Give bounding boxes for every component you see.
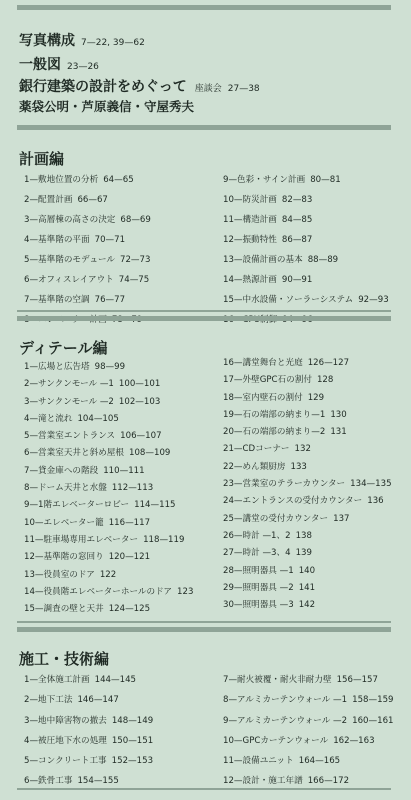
toc-entry-label: 6—営業室天井と斜め屋根 [24, 448, 124, 459]
toc-entry-label: 9—色彩・サイン計画 [223, 175, 306, 185]
toc-entry-pages: 162—163 [333, 735, 375, 746]
toc-entry-label: 1—広場と広告塔 [24, 362, 90, 372]
toc-entry-label: 16—講堂舞台と光庭 [223, 358, 303, 368]
toc-entry-pages: 166—172 [307, 776, 350, 787]
toc-entry [223, 290, 389, 310]
discussion-pages: 27—38 [227, 84, 260, 94]
toc-entry-label: 2—サンクンモール —1 [24, 379, 114, 390]
toc-entry-pages: 139 [295, 548, 312, 559]
header-participants [19, 97, 194, 115]
toc-entry [24, 670, 153, 690]
toc-entry [223, 210, 389, 230]
toc-entry [223, 493, 392, 510]
toc-entry-pages: 158—159 [352, 695, 394, 706]
toc-entry-pages: 108—109 [129, 448, 171, 459]
toc-entry [24, 359, 193, 376]
toc-entry [223, 230, 389, 250]
toc-entry [24, 690, 153, 710]
toc-entry-label: 3—地中障害物の撤去 [24, 715, 107, 726]
toc-entry-label: 24—エントランスの受付カウンター [223, 496, 363, 507]
detail-left-column [24, 359, 193, 618]
toc-entry-pages: 116—117 [108, 517, 151, 528]
toc-entry-label: 11—設備ユニット [223, 756, 294, 767]
toc-entry [24, 584, 193, 601]
toc-entry-pages: 98—99 [94, 362, 126, 372]
toc-entry [223, 390, 392, 407]
toc-entry [223, 476, 392, 493]
toc-entry [24, 190, 151, 210]
toc-entry [24, 711, 153, 731]
toc-entry-label: 2—地下工法 [24, 695, 73, 706]
toc-entry [223, 563, 392, 580]
toc-entry [223, 751, 394, 771]
toc-entry-label: 14—役員階エレベーターホールのドア [24, 586, 173, 597]
toc-entry [24, 731, 153, 751]
toc-entry-label: 14—熱源計画 [223, 275, 277, 285]
toc-entry-label: 4—滝と流れ [24, 413, 73, 424]
toc-entry [223, 407, 392, 424]
toc-entry [223, 372, 392, 389]
toc-entry-label: 4—被圧地下水の処理 [24, 735, 107, 746]
toc-entry-pages: 131 [330, 427, 347, 438]
toc-entry-label: 28—照明器具 —1 [223, 565, 294, 576]
participants: 薬袋公明・芦原義信・守屋秀夫 [19, 99, 195, 114]
toc-entry [24, 428, 193, 445]
toc-entry-pages: 146—147 [77, 695, 119, 706]
toc-entry [223, 670, 394, 690]
toc-entry-pages: 106—107 [120, 431, 162, 442]
detail-right-column [223, 355, 392, 614]
toc-entry [223, 711, 394, 731]
toc-entry [24, 394, 193, 411]
header-photo-section [19, 30, 145, 50]
toc-entry-label: 19—石の端部の納まり—1 [223, 409, 326, 420]
toc-entry-label: 13—役員室のドア [24, 569, 95, 580]
toc-entry-label: 8—アルミカーテンウォール —1 [223, 695, 348, 706]
header-discussion [19, 76, 260, 96]
toc-entry-label: 3—高層棟の高さの決定 [24, 215, 116, 225]
toc-entry-pages: 68—69 [120, 215, 151, 225]
toc-entry-pages: 142 [298, 600, 316, 611]
toc-entry-label: 12—振動特性 [223, 235, 277, 245]
toc-entry-label: 10—エレベーター籠 [24, 517, 104, 528]
toc-entry [24, 411, 193, 428]
toc-entry-label: 22—めん類厨房 [223, 461, 286, 472]
toc-entry-label: 15—中水設備・ソーラーシステム [223, 295, 354, 305]
bottom-rule [17, 788, 391, 790]
toc-entry [24, 751, 153, 771]
toc-entry-label: 17—外壁GPC石の割付 [223, 375, 312, 386]
toc-entry [223, 597, 392, 614]
toc-entry [223, 731, 394, 751]
toc-entry-label: 2—配置計画 [24, 195, 73, 205]
toc-entry-label: 10—防災計画 [223, 195, 277, 205]
toc-entry-label: 6—鉄骨工事 [24, 776, 73, 787]
toc-entry-pages: 110—111 [103, 465, 145, 476]
toc-entry-label: 3—サンクンモール —2 [24, 396, 114, 407]
toc-entry-label: 18—室内壁石の割付 [223, 392, 303, 403]
discussion-sub: 座談会 [194, 84, 222, 94]
toc-entry-pages: 104—105 [77, 413, 119, 424]
construction-right-column [223, 670, 394, 792]
toc-entry [24, 270, 151, 290]
toc-entry-label: 12—設計・施工年譜 [223, 776, 303, 787]
toc-entry-pages: 130 [330, 409, 347, 420]
toc-entry-pages: 123 [177, 586, 194, 597]
toc-entry-pages: 86—87 [281, 235, 313, 245]
toc-entry [24, 463, 193, 480]
planning-right-column [223, 170, 389, 330]
toc-entry-label: 13—設備計画の基本 [223, 255, 303, 265]
toc-entry-pages: 64—65 [103, 175, 134, 185]
toc-entry-label: 7—貸金庫への階段 [24, 465, 99, 476]
toc-entry-pages: 118—119 [143, 534, 185, 545]
section-underline-detail [17, 621, 391, 623]
toc-entry-label: 10—GPCカーテンウォール [223, 735, 329, 746]
section-underline-planning [17, 310, 391, 312]
toc-entry-label: 15—調査の壁と天井 [24, 604, 104, 615]
toc-entry [24, 170, 151, 190]
toc-entry [24, 230, 151, 250]
toc-entry [24, 210, 151, 230]
toc-entry-label: 12—基準階の窓回り [24, 552, 104, 563]
toc-entry-pages: 133 [290, 461, 307, 472]
toc-entry-pages: 124—125 [108, 604, 151, 615]
planning-left-column [24, 170, 151, 330]
toc-entry-pages: 84—85 [281, 215, 313, 225]
toc-entry-pages: 102—103 [118, 396, 161, 407]
toc-entry-label: 30—照明器具 —3 [223, 600, 294, 611]
toc-entry-label: 4—基準階の平面 [24, 235, 90, 245]
toc-entry [24, 549, 193, 566]
toc-entry-pages: 129 [307, 392, 325, 403]
toc-entry-pages: 90—91 [281, 275, 313, 285]
toc-entry-pages: 140 [298, 565, 316, 576]
toc-entry-pages: 120—121 [108, 552, 151, 563]
toc-entry [223, 190, 389, 210]
toc-entry-pages: 144—145 [94, 675, 137, 685]
toc-entry-pages: 156—157 [336, 675, 378, 685]
toc-entry-pages: 138 [295, 530, 312, 541]
toc-entry-pages: 141 [298, 582, 316, 593]
toc-entry-label: 7—基準階の空調 [24, 295, 90, 305]
toc-entry-pages: 114—115 [134, 500, 176, 511]
toc-entry-pages: 154—155 [77, 776, 119, 787]
toc-entry [223, 270, 389, 290]
toc-entry [24, 250, 151, 270]
general-drawings-title: 一般図 [19, 57, 61, 73]
toc-entry [223, 511, 392, 528]
toc-entry [223, 459, 392, 476]
header-general-drawings [19, 54, 99, 74]
toc-entry [24, 532, 193, 549]
toc-entry [24, 601, 193, 618]
toc-entry-pages: 88—89 [307, 255, 339, 265]
toc-entry-pages: 160—161 [352, 715, 394, 726]
toc-entry-label: 23—営業室のテラーカウンター [223, 479, 346, 490]
toc-entry [223, 355, 392, 372]
toc-entry [24, 480, 193, 497]
toc-entry-pages: 148—149 [111, 715, 154, 726]
construction-left-column [24, 670, 153, 792]
toc-entry [223, 528, 392, 545]
toc-entry-label: 11—構造計画 [223, 215, 277, 225]
toc-entry [223, 441, 392, 458]
toc-entry-pages: 92—93 [358, 295, 389, 305]
toc-entry [24, 376, 193, 393]
toc-entry-pages: 72—73 [119, 255, 151, 265]
toc-entry-label: 25—講堂の受付カウンター [223, 513, 329, 524]
toc-entry [24, 515, 193, 532]
toc-entry [24, 497, 193, 514]
toc-entry [223, 250, 389, 270]
toc-entry-pages: 122 [99, 569, 117, 580]
toc-entry-label: 8—ドーム天井と水盤 [24, 483, 107, 494]
toc-entry-pages: 152—153 [111, 756, 154, 767]
toc-entry-pages: 136 [367, 496, 384, 507]
toc-entry-pages: 66—67 [77, 195, 108, 205]
toc-entry-label: 27—時計 —3、4 [223, 548, 291, 559]
toc-entry [223, 170, 389, 190]
toc-entry-label: 11—駐車場専用エレベーター [24, 534, 139, 545]
toc-entry-label: 1—全体施工計画 [24, 675, 90, 685]
discussion-title: 銀行建築の設計をめぐって [19, 79, 187, 95]
toc-entry-label: 29—照明器具 —2 [223, 582, 294, 593]
toc-entry-label: 6—オフィスレイアウト [24, 275, 114, 285]
top-rule [17, 5, 391, 10]
section-rule-construction [17, 627, 391, 632]
toc-entry-pages: 137 [333, 513, 350, 524]
toc-entry-pages: 126—127 [307, 358, 350, 368]
toc-entry [223, 690, 394, 710]
section-rule-detail [17, 316, 391, 321]
toc-entry-pages: 100—101 [118, 379, 161, 390]
toc-entry-pages: 76—77 [94, 295, 126, 305]
photo-section-pages: 7—22, 39—62 [81, 38, 145, 48]
section-title-planning: 計画編 [19, 150, 65, 168]
toc-entry [24, 567, 193, 584]
photo-section-title: 写真構成 [19, 33, 75, 49]
section-title-detail: ディテール編 [19, 339, 108, 357]
toc-entry [223, 545, 392, 562]
toc-entry [24, 445, 193, 462]
toc-entry-pages: 132 [294, 444, 311, 455]
toc-entry [223, 424, 392, 441]
toc-entry-label: 26—時計 —1、2 [223, 530, 291, 541]
toc-entry-pages: 80—81 [310, 175, 341, 185]
toc-entry-label: 9—1階エレベーターロビー [24, 500, 130, 511]
toc-entry-pages: 70—71 [94, 235, 126, 245]
section-rule-planning [17, 125, 391, 130]
toc-entry-label: 9—アルミカーテンウォール —2 [223, 715, 348, 726]
toc-entry-pages: 164—165 [298, 756, 341, 767]
toc-entry-pages: 150—151 [111, 735, 154, 746]
toc-entry-label: 21—CDコーナー [223, 444, 290, 455]
toc-entry-pages: 74—75 [118, 275, 150, 285]
toc-entry-label: 5—基準階のモデュール [24, 255, 115, 265]
general-drawings-pages: 23—26 [67, 62, 99, 72]
toc-entry-pages: 112—113 [111, 483, 154, 494]
toc-entry-pages: 82—83 [281, 195, 313, 205]
toc-entry-label: 5—コンクリート工事 [24, 756, 107, 767]
toc-entry-label: 1—敷地位置の分析 [24, 175, 99, 185]
toc-entry-label: 20—石の端部の納まり—2 [223, 427, 326, 438]
toc-entry [24, 290, 151, 310]
section-title-construction: 施工・技術編 [19, 650, 110, 668]
toc-entry [223, 580, 392, 597]
toc-entry-label: 7—耐火被覆・耐火非耐力壁 [223, 675, 332, 685]
toc-entry-pages: 128 [316, 375, 334, 386]
toc-entry-pages: 134—135 [350, 479, 392, 490]
toc-entry-label: 5—営業室エントランス [24, 431, 116, 442]
